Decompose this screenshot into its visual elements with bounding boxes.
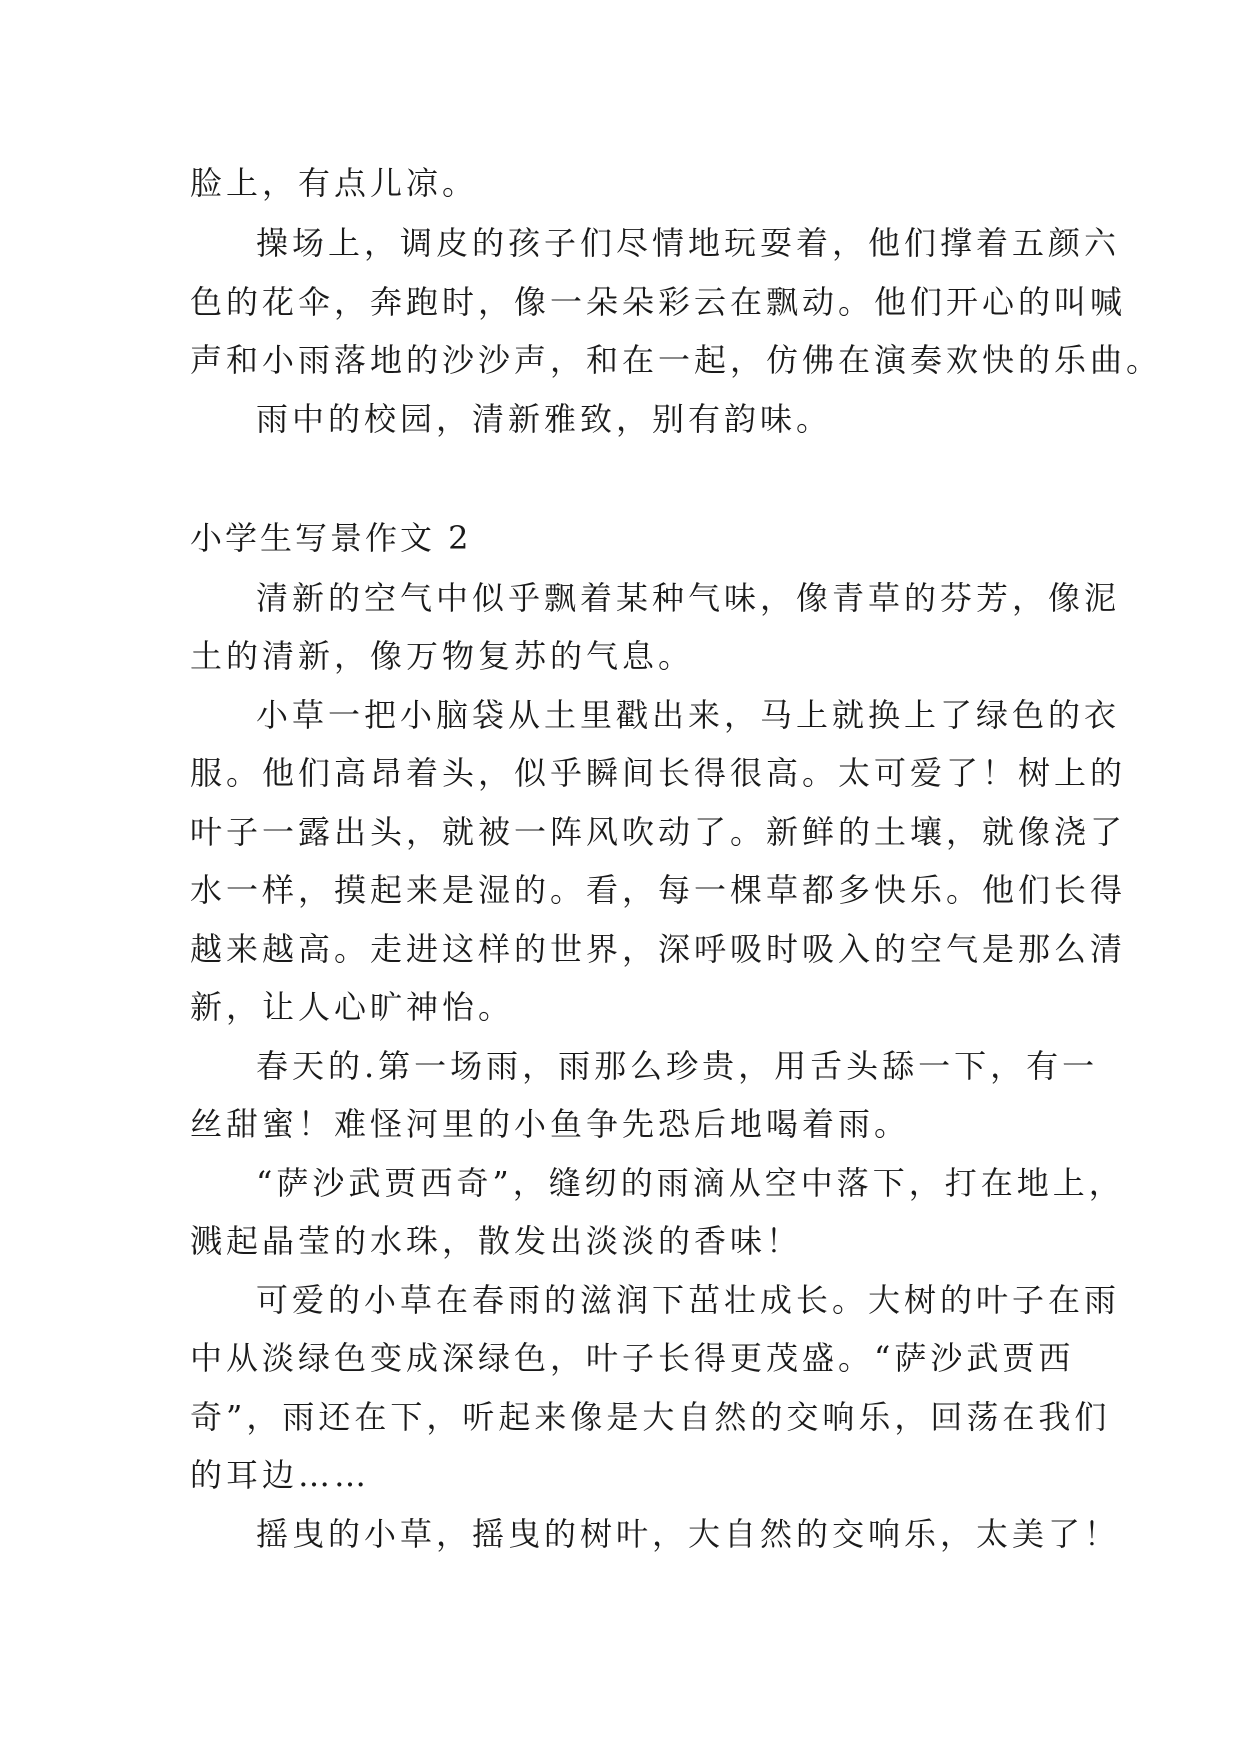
paragraph-line: 服。他们高昂着头，似乎瞬间长得很高。太可爱了！树上的 xyxy=(190,754,1127,792)
paragraph-line: 摇曳的小草，摇曳的树叶，大自然的交响乐，太美了！ xyxy=(256,1515,1121,1553)
section-heading: 小学生写景作文 2 xyxy=(190,519,472,557)
paragraph-line: 奇”，雨还在下，听起来像是大自然的交响乐，回荡在我们 xyxy=(190,1398,1111,1436)
paragraph-line: 溅起晶莹的水珠，散发出淡淡的香味！ xyxy=(190,1222,803,1260)
paragraph-line: 雨中的校园，清新雅致，别有韵味。 xyxy=(256,400,833,438)
paragraph-line: 小草一把小脑袋从土里戳出来，马上就换上了绿色的衣 xyxy=(256,696,1121,734)
paragraph-line: 水一样，摸起来是湿的。看，每一棵草都多快乐。他们长得 xyxy=(190,871,1127,909)
paragraph-line: 脸上，有点儿凉。 xyxy=(190,164,479,202)
paragraph-line: 清新的空气中似乎飘着某种气味，像青草的芬芳，像泥 xyxy=(256,579,1121,617)
paragraph-line: “萨沙武贾西奇”，缝纫的雨滴从空中落下，打在地上， xyxy=(256,1164,1125,1202)
paragraph-line: 可爱的小草在春雨的滋润下茁壮成长。大树的叶子在雨 xyxy=(256,1281,1121,1319)
paragraph-line: 土的清新，像万物复苏的气息。 xyxy=(190,637,695,675)
paragraph-line: 声和小雨落地的沙沙声，和在一起，仿佛在演奏欢快的乐曲。 xyxy=(190,341,1163,379)
paragraph-line: 丝甜蜜！难怪河里的小鱼争先恐后地喝着雨。 xyxy=(190,1105,911,1143)
paragraph-line: 操场上，调皮的孩子们尽情地玩耍着，他们撑着五颜六 xyxy=(256,224,1121,262)
paragraph-line: 色的花伞，奔跑时，像一朵朵彩云在飘动。他们开心的叫喊 xyxy=(190,283,1127,321)
paragraph-line: 新，让人心旷神怡。 xyxy=(190,988,515,1026)
paragraph-line: 中从淡绿色变成深绿色，叶子长得更茂盛。“萨沙武贾西 xyxy=(190,1339,1075,1377)
paragraph-line: 越来越高。走进这样的世界，深呼吸时吸入的空气是那么清 xyxy=(190,930,1127,968)
paragraph-line: 春天的.第一场雨，雨那么珍贵，用舌头舔一下，有一 xyxy=(256,1047,1099,1085)
paragraph-line: 的耳边…… xyxy=(190,1456,371,1494)
paragraph-line: 叶子一露出头，就被一阵风吹动了。新鲜的土壤，就像浇了 xyxy=(190,813,1127,851)
